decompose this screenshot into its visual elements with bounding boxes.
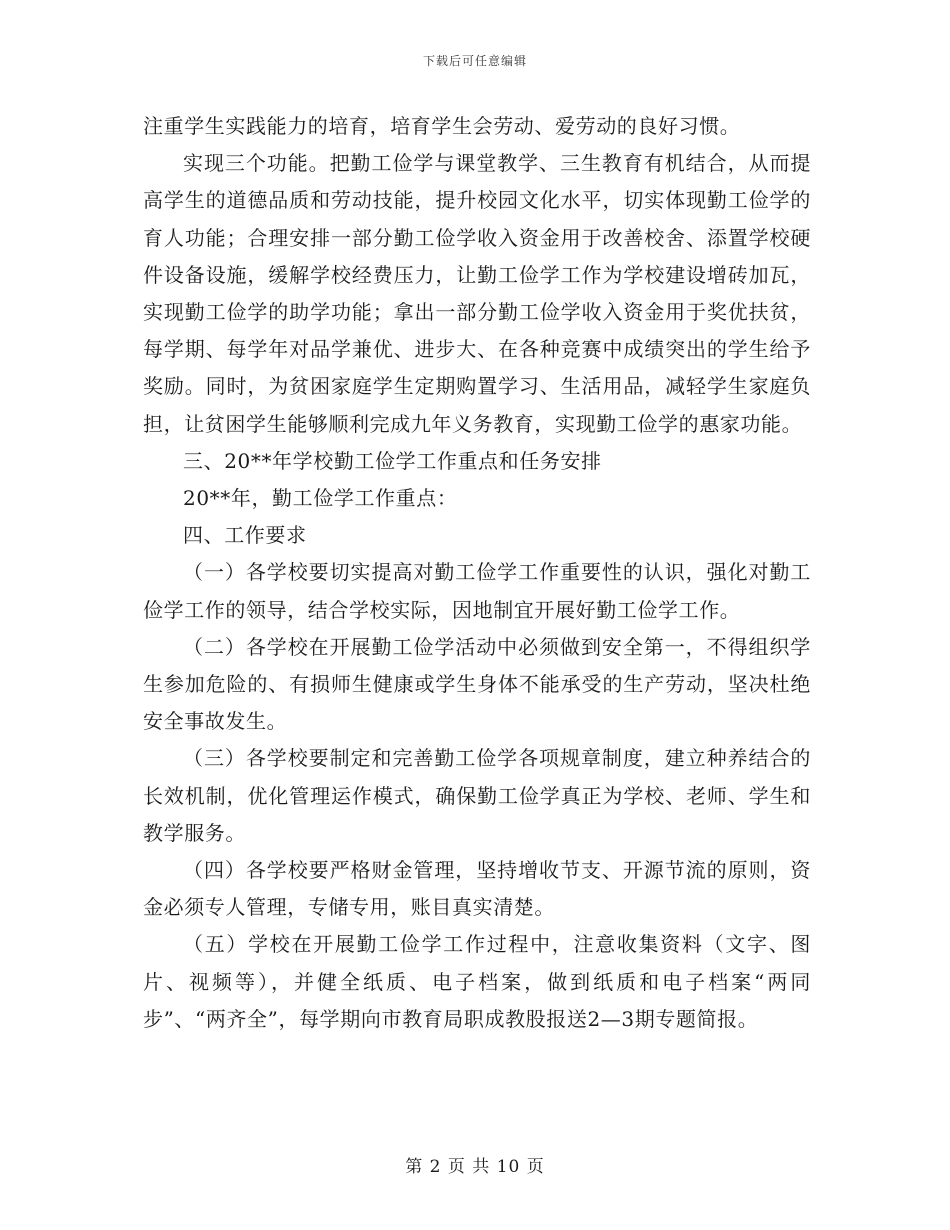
section-heading-3: 三、20**年学校勤工俭学工作重点和任务安排 [183,448,602,473]
requirement-item-3: （三）各学校要制定和完善勤工俭学各项规章制度，建立种养结合的长效机制，优化管理运作模式，确保勤工俭学真正为学校、老师、学生和教学服务。 [143,746,811,845]
requirement-item-4: （四）各学校要严格财金管理，坚持增收节支、开源节流的原则，资金必须专人管理，专储专用，账目真实清楚。 [143,858,811,920]
section-heading-4: 四、工作要求 [183,523,307,548]
page-header: 下载后可任意编辑 [422,54,527,68]
paragraph-1: 注重学生实践能力的培育，培育学生会劳动、爱劳动的良好习惯。 [143,114,741,138]
requirement-item-2: （二）各学校在开展勤工俭学活动中必须做到安全第一，不得组织学生参加危险的、有损师生健康或学生身体不能承受的生产劳动，坚决杜绝安全事故发生。 [143,634,811,734]
requirement-item-5: （五）学校在开展勤工俭学工作过程中，注意收集资料（文字、图片、视频等），并健全纸质、电子档案，做到纸质和电子档案“两同步”、“两齐全”，每学期向市教育局职成教股报送2—3期专题简报。 [143,932,811,1031]
page-footer: 第 2 页 共 10 页 [405,1157,545,1177]
paragraph-4: 20**年，勤工俭学工作重点： [183,486,458,511]
document-body [143,108,811,1038]
requirement-item-1: （一）各学校要切实提高对勤工俭学工作重要性的认识，强化对勤工俭学工作的领导，结合学校实际，因地制宜开展好勤工俭学工作。 [143,560,811,622]
paragraph-2: 实现三个功能。把勤工俭学与课堂教学、三生教育有机结合，从而提高学生的道德品质和劳动技能，提升校园文化水平，切实体现勤工俭学的育人功能；合理安排一部分勤工俭学收入资金用于改善校舍、添置学校硬件设备设施，缓解学校经费压力，让勤工俭学工作为学校建设增砖加瓦，实现勤工俭学的助学功能；拿出一部分勤工俭学收入资金用于奖优扶贫，每学期、每学年对品学兼优、进步大、在各种竞赛中成绩突出的学生给予奖励。同时，为贫困家庭学生定期购置学习、生活用品，减轻学生家庭负担，让贫困学生能够顺利完成九年义务教育，实现勤工俭学的惠家功能。 [143,151,811,436]
